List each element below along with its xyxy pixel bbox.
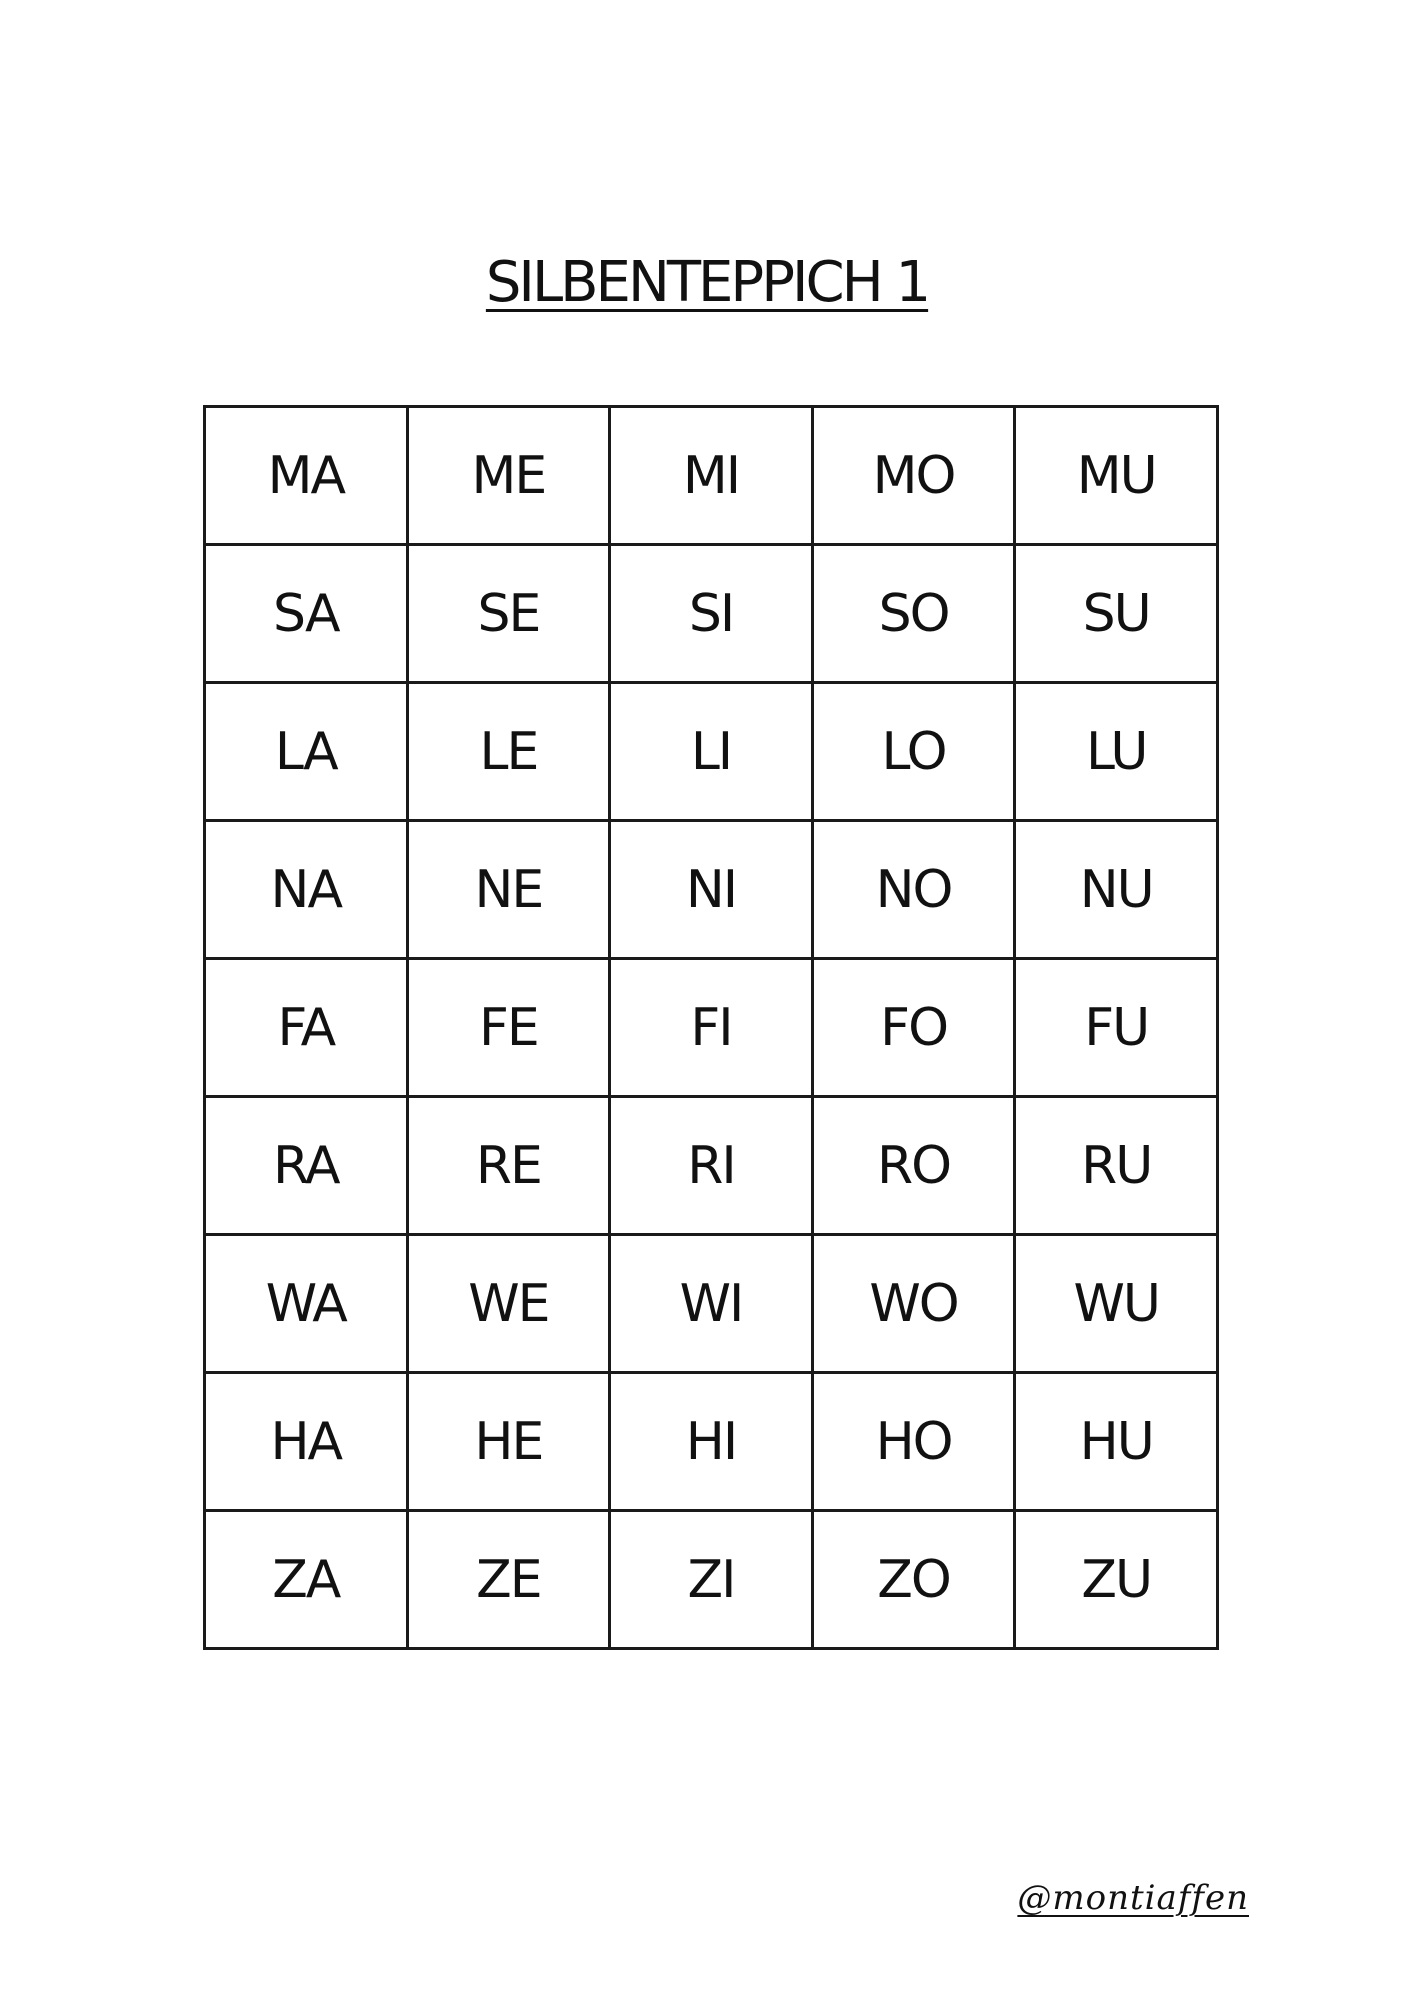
table-row [205,545,1218,683]
author-handle: @montiaffen [1017,1878,1249,1918]
syllable-cell: MO [812,407,1015,545]
syllable-cell: ZA [205,1511,408,1649]
syllable-cell: NO [812,821,1015,959]
syllable-cell: RI [610,1097,813,1235]
syllable-cell: NI [610,821,813,959]
syllable-cell: FA [205,959,408,1097]
syllable-cell: WO [812,1235,1015,1373]
syllable-cell: WE [407,1235,610,1373]
syllable-cell: SI [610,545,813,683]
syllable-cell: SA [205,545,408,683]
syllable-cell: MA [205,407,408,545]
table-row [205,407,1218,545]
syllable-cell: ZU [1015,1511,1218,1649]
table-row [205,959,1218,1097]
syllable-cell: ZO [812,1511,1015,1649]
syllable-cell: FO [812,959,1015,1097]
page-title-text: SILBENTEPPICH 1 [485,250,929,315]
syllable-cell: FI [610,959,813,1097]
syllable-cell: LE [407,683,610,821]
syllable-cell: HE [407,1373,610,1511]
table-row [205,1511,1218,1649]
syllable-cell: SE [407,545,610,683]
syllable-cell: RU [1015,1097,1218,1235]
syllable-cell: RE [407,1097,610,1235]
syllable-cell: RO [812,1097,1015,1235]
syllable-cell: RA [205,1097,408,1235]
syllable-cell: LI [610,683,813,821]
syllable-cell: HO [812,1373,1015,1511]
syllable-cell: NE [407,821,610,959]
syllable-grid [203,405,1219,1650]
syllable-cell: SO [812,545,1015,683]
syllable-cell: MI [610,407,813,545]
syllable-cell: HU [1015,1373,1218,1511]
table-row [205,1097,1218,1235]
syllable-cell: NU [1015,821,1218,959]
syllable-cell: FE [407,959,610,1097]
syllable-cell: LU [1015,683,1218,821]
syllable-cell: WI [610,1235,813,1373]
syllable-cell: ME [407,407,610,545]
table-row [205,1373,1218,1511]
table-row [205,1235,1218,1373]
syllable-cell: SU [1015,545,1218,683]
table-row [205,821,1218,959]
page-title [0,248,1414,318]
syllable-cell: FU [1015,959,1218,1097]
syllable-cell: WU [1015,1235,1218,1373]
table-row [205,683,1218,821]
syllable-cell: NA [205,821,408,959]
syllable-cell: WA [205,1235,408,1373]
syllable-cell: LA [205,683,408,821]
syllable-cell: ZE [407,1511,610,1649]
syllable-cell: MU [1015,407,1218,545]
syllable-cell: ZI [610,1511,813,1649]
syllable-cell: HI [610,1373,813,1511]
syllable-cell: LO [812,683,1015,821]
syllable-cell: HA [205,1373,408,1511]
